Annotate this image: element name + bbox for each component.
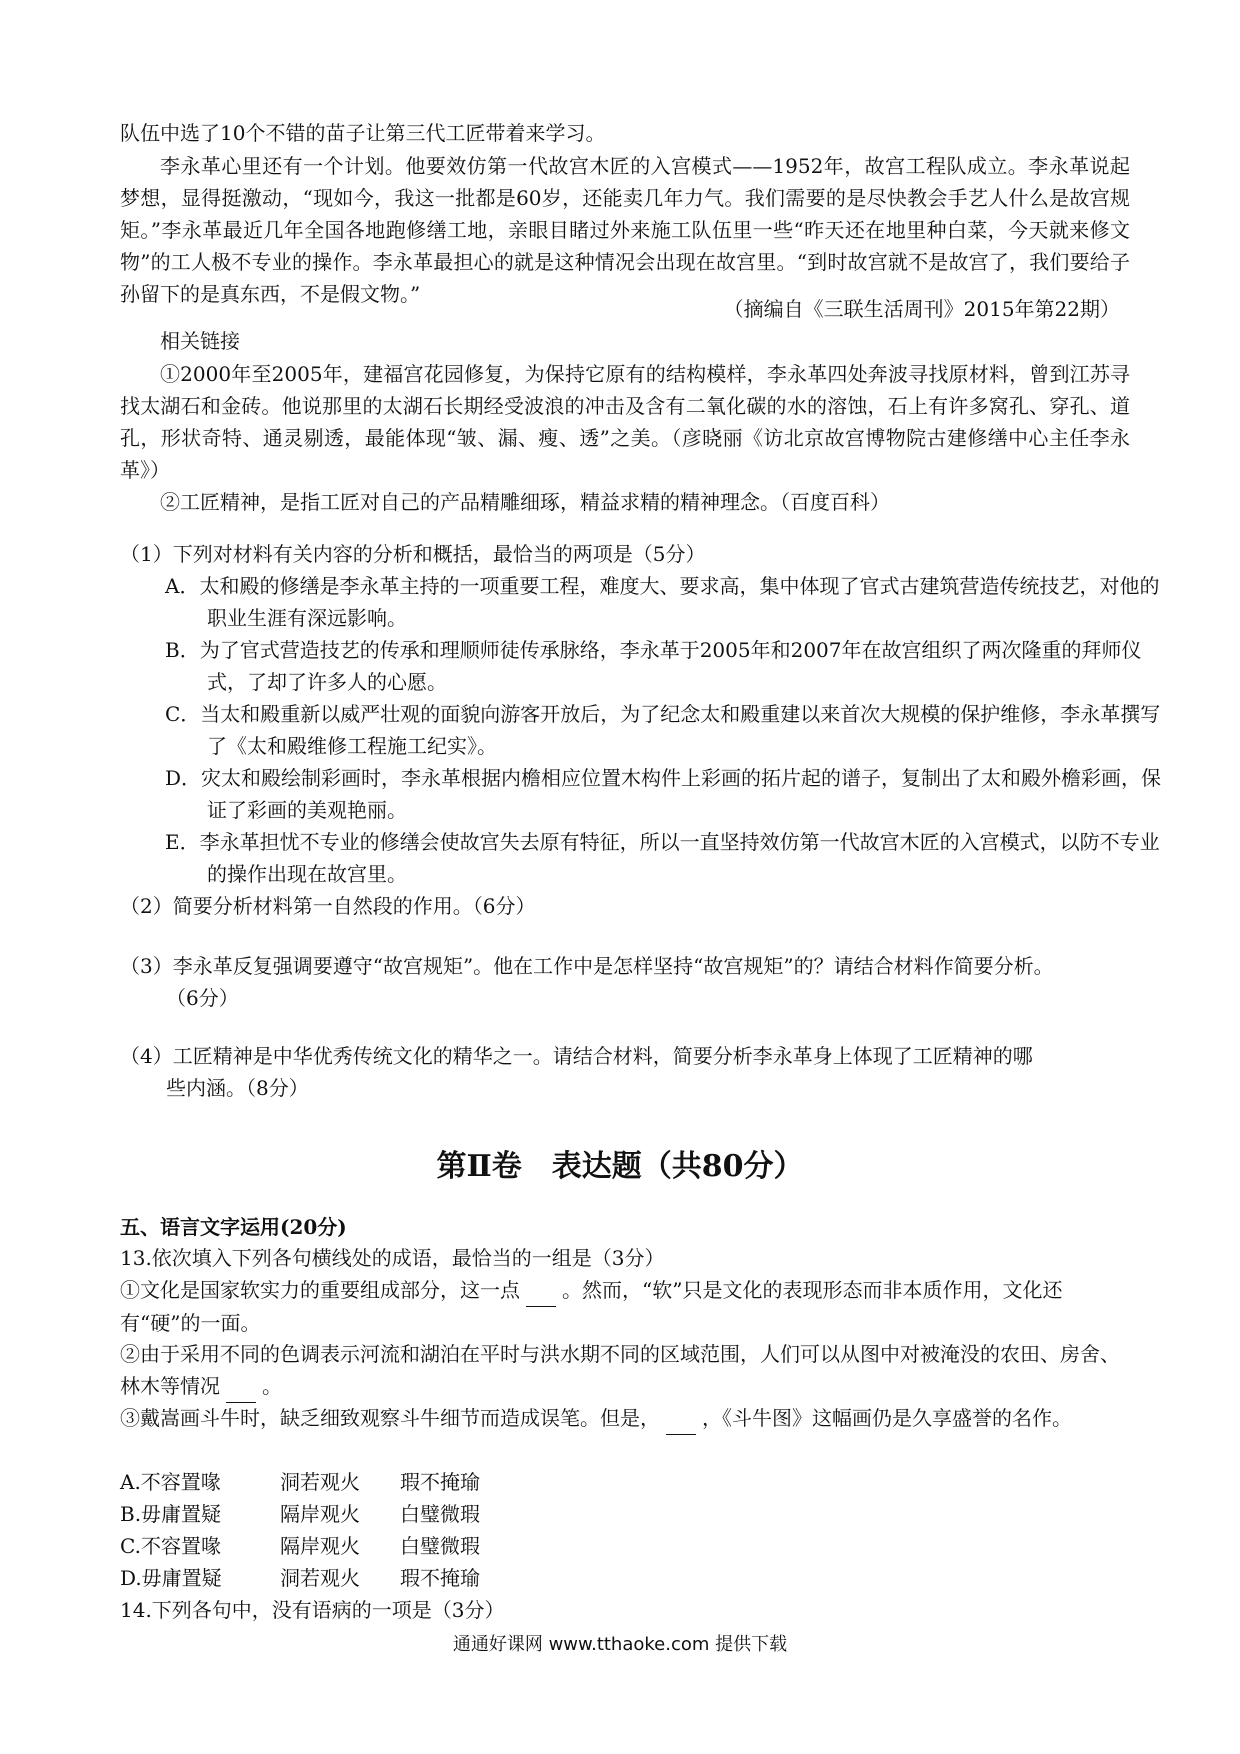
part-2-title: 第Ⅱ卷 表达题（共80分） — [436, 1149, 804, 1184]
sentence-2-start: ②由于采用不同的色调表示河流和湖泊在平时与洪水期不同的区域范围，人们可以从图中对被淹没的农田、房舍、林木等情况 — [120, 1342, 1120, 1398]
sentence-3-end: ，《斗牛图》这幅画仍是久享盛誉的名作。 — [702, 1406, 1072, 1430]
choice-a-1: A.不容置喙 — [120, 1470, 221, 1494]
choice-c — [120, 1530, 520, 1562]
link-item-2: ②工匠精神，是指工匠对自己的产品精雕细琢，精益求精的精神理念。（百度百科） — [160, 490, 890, 514]
answer-blank — [666, 1402, 696, 1435]
question-4 — [120, 1040, 1130, 1104]
q1-option-e: E．李永革担忧不专业的修缮会使故宫失去原有特征，所以一直坚持效仿第一代故宫木匠的入宫模式，以防不专业的操作出现在故宫里。 — [165, 830, 1160, 886]
links-heading: 相关链接 — [160, 329, 240, 353]
passage-continuation: 队伍中选了10个不错的苗子让第三代工匠带着来学习。 — [120, 121, 606, 145]
answer-blank — [526, 1274, 556, 1307]
sentence-2-end: 。 — [262, 1374, 282, 1398]
q1-option-d: D．灾太和殿绘制彩画时，李永革根据内檐相应位置木构件上彩画的拓片起的谱子，复制出了太和殿外檐彩画，保证了彩画的美观艳丽。 — [165, 766, 1162, 822]
choice-d-3: 瑕不掩瑜 — [400, 1566, 480, 1590]
sentence-3 — [120, 1402, 1130, 1435]
choice-d-1: D.毋庸置疑 — [120, 1566, 222, 1590]
link-item-1: ①2000年至2005年，建福宫花园修复，为保持它原有的结构模样，李永革四处奔波寻找原材料，曾到江苏寻找太湖石和金砖。他说那里的太湖石长期经受波浪的冲击及含有二氧化碳的水的溶蚀，石上有许多窝孔、穿孔、道孔，形状奇特、通灵剔透，最能体现“皱、漏、瘦、透”之美。（彦晓丽《访北京故宫博物院古建修缮中心主任李永革》） — [120, 362, 1130, 482]
q1-option-a: A．太和殿的修缮是李永革主持的一项重要工程，难度大、要求高，集中体现了官式古建筑营造传统技艺，对他的职业生涯有深远影响。 — [165, 574, 1160, 630]
choice-c-2: 隔岸观火 — [280, 1534, 360, 1558]
choice-b-2: 隔岸观火 — [280, 1502, 360, 1526]
passage-paragraph: 李永革心里还有一个计划。他要效仿第一代故宫木匠的入宫模式——1952年，故宫工程队成立。李永革说起梦想，显得挺激动，“现如今，我这一批都是60岁，还能卖几年力气。我们需要的是尽快教会手艺人什么是故宫规矩。”李永革最近几年全国各地跑修缮工地，亲眼目睹过外来施工队伍里一些“昨天还在地里种白菜，今天就来修文物”的工人极不专业的操作。李永革最担心的就是这种情况会出现在故宫里。“到时故宫就不是故宫了，我们要给子孙留下的是真东西，不是假文物。” — [120, 154, 1130, 306]
q1-option-b: B．为了官式营造技艺的传承和理顺师徒传承脉络，李永革于2005年和2007年在故宫组织了两次隆重的拜师仪式，了却了许多人的心愿。 — [165, 638, 1142, 694]
answer-blank — [226, 1370, 256, 1403]
choice-a — [120, 1466, 520, 1498]
question-14: 14.下列各句中，没有语病的一项是（3分） — [120, 1598, 505, 1622]
footer-watermark: 通通好课网 www.tthaoke.com 提供下载 — [452, 1634, 788, 1655]
q1-option-c: C．当太和殿重新以威严壮观的面貌向游客开放后，为了纪念太和殿重建以来首次大规模的保护维修，李永革撰写了《太和殿维修工程施工纪实》。 — [165, 702, 1161, 758]
choice-c-3: 白璧微瑕 — [400, 1534, 480, 1558]
question-3 — [120, 950, 1130, 1014]
choice-c-1: C.不容置喙 — [120, 1534, 221, 1558]
question-3-text: （3）李永革反复强调要遵守“故宫规矩”。他在工作中是怎样坚持“故宫规矩”的？请结合材料作简要分析。 — [120, 954, 1054, 978]
sentence-3-start: ③戴嵩画斗牛时，缺乏细致观察斗牛细节而造成误笔。但是， — [120, 1406, 660, 1430]
choice-a-3: 瑕不掩瑜 — [400, 1470, 480, 1494]
choice-b — [120, 1498, 520, 1530]
passage-source: （摘编自《三联生活周刊》2015年第22期） — [723, 297, 1120, 321]
question-1: （1）下列对材料有关内容的分析和概括，最恰当的两项是（5分） — [120, 542, 706, 566]
sentence-2 — [120, 1338, 1130, 1403]
sentence-1-start: ①文化是国家软实力的重要组成部分，这一点 — [120, 1278, 520, 1302]
choice-b-1: B.毋庸置疑 — [120, 1502, 222, 1526]
question-4-text: （4）工匠精神是中华优秀传统文化的精华之一。请结合材料，简要分析李永革身上体现了工匠精神的哪 — [120, 1044, 1033, 1068]
choice-a-2: 洞若观火 — [280, 1470, 360, 1494]
question-13: 13.依次填入下列各句横线处的成语，最恰当的一组是（3分） — [120, 1246, 665, 1270]
choice-d-2: 洞若观火 — [280, 1566, 360, 1590]
question-3-points: （6分） — [166, 986, 239, 1010]
question-2: （2）简要分析材料第一自然段的作用。（6分） — [120, 894, 536, 918]
choice-b-3: 白璧微瑕 — [400, 1502, 480, 1526]
sentence-1 — [120, 1274, 1130, 1339]
section-5-heading: 五、语言文字运用(20分) — [120, 1215, 347, 1239]
question-4-points: 些内涵。（8分） — [166, 1076, 309, 1100]
sentence-1-end: 。然而，“软”只是文化的表现形态而非本质作用，文化还有“硬”的一面。 — [120, 1278, 1063, 1335]
choice-d — [120, 1562, 520, 1594]
